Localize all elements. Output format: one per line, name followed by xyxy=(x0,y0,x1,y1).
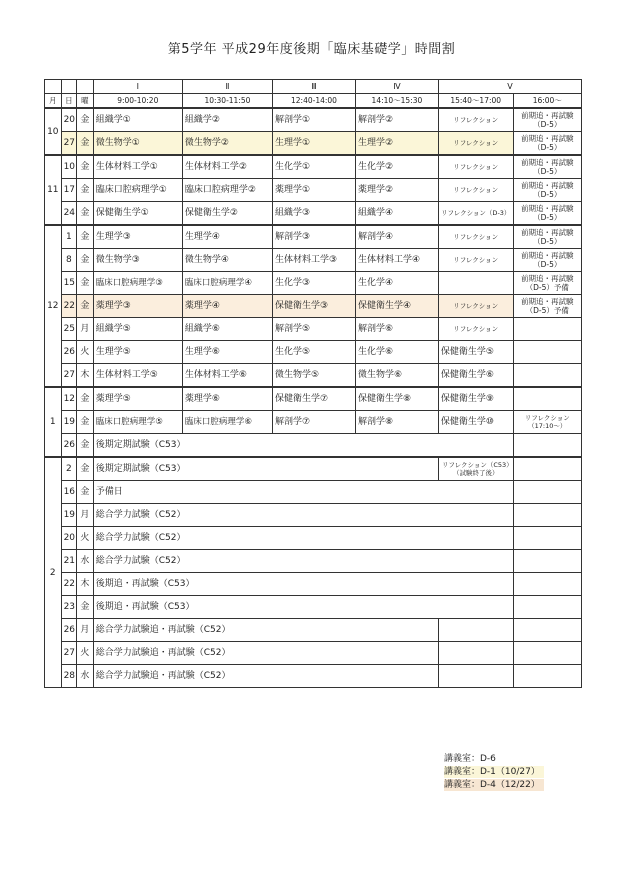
month-header: 月 xyxy=(45,94,62,109)
table-cell xyxy=(513,596,582,619)
table-cell: 生化学④ xyxy=(355,272,438,295)
table-row xyxy=(45,179,582,202)
table-cell: 木 xyxy=(77,364,94,388)
table-cell: 20 xyxy=(61,527,77,550)
table-cell xyxy=(438,619,513,642)
table-cell: 22 xyxy=(61,295,77,318)
weekday-header: 曜 xyxy=(77,94,94,109)
period-4: Ⅳ xyxy=(355,80,438,94)
table-cell: 生体材料工学② xyxy=(182,155,272,179)
table-cell: リフレクション xyxy=(438,108,513,132)
table-cell xyxy=(513,573,582,596)
table-row xyxy=(45,387,582,411)
table-cell: 薬理学③ xyxy=(93,295,182,318)
table-cell: 金 xyxy=(77,202,94,226)
table-cell: 生体材料工学③ xyxy=(273,249,356,272)
table-cell: 組織学② xyxy=(182,108,272,132)
table-row xyxy=(45,457,582,481)
table-cell: 19 xyxy=(61,504,77,527)
table-cell: リフレクション xyxy=(438,249,513,272)
time-3: 12:40-14:00 xyxy=(273,94,356,109)
table-cell: 組織学⑤ xyxy=(93,318,182,341)
table-cell: 生理学⑥ xyxy=(182,341,272,364)
table-cell: 火 xyxy=(77,527,94,550)
table-row xyxy=(45,481,582,504)
table-cell: 生化学⑥ xyxy=(355,341,438,364)
table-cell: 19 xyxy=(61,411,77,434)
table-cell: 月 xyxy=(77,504,94,527)
table-cell: 薬理学② xyxy=(355,179,438,202)
table-cell: 解剖学② xyxy=(355,108,438,132)
table-cell: 21 xyxy=(61,550,77,573)
table-cell: 薬理学⑥ xyxy=(182,387,272,411)
table-cell: 金 xyxy=(77,249,94,272)
table-cell xyxy=(513,642,582,665)
time-6: 16:00～ xyxy=(513,94,582,109)
table-cell: リフレクション xyxy=(438,318,513,341)
table-cell: 金 xyxy=(77,481,94,504)
table-cell: 金 xyxy=(77,457,94,481)
table-cell: 金 xyxy=(77,132,94,156)
table-cell xyxy=(513,457,582,481)
table-cell xyxy=(513,665,582,688)
month-cell: 1 xyxy=(45,387,62,457)
table-cell: 1 xyxy=(61,225,77,249)
table-cell: 臨床口腔病理学④ xyxy=(182,272,272,295)
table-cell: 前期追・再試験（D-5） xyxy=(513,132,582,156)
page-title: 第5学年 平成29年度後期「臨床基礎学」時間割 xyxy=(167,42,456,57)
table-cell xyxy=(438,642,513,665)
table-row xyxy=(45,596,582,619)
table-cell: 金 xyxy=(77,179,94,202)
table-cell: 前期追・再試験（D-5） xyxy=(513,225,582,249)
table-cell xyxy=(513,387,582,411)
table-row xyxy=(45,364,582,388)
table-cell: 生体材料工学⑤ xyxy=(93,364,182,388)
table-cell: 金 xyxy=(77,295,94,318)
table-cell: 生体材料工学⑥ xyxy=(182,364,272,388)
table-row xyxy=(45,665,582,688)
table-cell xyxy=(513,434,582,458)
table-cell: 水 xyxy=(77,665,94,688)
table-cell: 火 xyxy=(77,341,94,364)
table-row xyxy=(45,434,582,458)
table-cell: 総合学力試験（C52） xyxy=(93,550,513,573)
table-cell: 微生物学⑤ xyxy=(273,364,356,388)
table-cell: 解剖学⑦ xyxy=(273,411,356,434)
table-cell: リフレクション（17:10～） xyxy=(513,411,582,434)
table-cell: 10 xyxy=(61,155,77,179)
table-cell: 木 xyxy=(77,573,94,596)
period-2: Ⅱ xyxy=(182,80,272,94)
table-cell: 20 xyxy=(61,108,77,132)
table-cell: 生理学③ xyxy=(93,225,182,249)
table-cell: 28 xyxy=(61,665,77,688)
table-cell: 臨床口腔病理学⑤ xyxy=(93,411,182,434)
table-cell: 予備日 xyxy=(93,481,513,504)
table-cell: 組織学③ xyxy=(273,202,356,226)
table-cell: 15 xyxy=(61,272,77,295)
table-cell: 臨床口腔病理学② xyxy=(182,179,272,202)
table-cell: 保健衛生学⑧ xyxy=(355,387,438,411)
table-cell: 薬理学⑤ xyxy=(93,387,182,411)
time-4: 14:10～15:30 xyxy=(355,94,438,109)
table-row xyxy=(45,202,582,226)
table-cell xyxy=(513,318,582,341)
table-row xyxy=(45,527,582,550)
table-cell: 保健衛生学⑥ xyxy=(438,364,513,388)
timetable xyxy=(44,79,582,688)
table-cell: 月 xyxy=(77,318,94,341)
table-cell: 前期追・再試験（D-5）予備 xyxy=(513,272,582,295)
table-cell: 総合学力試験（C52） xyxy=(93,504,513,527)
table-cell: 組織学④ xyxy=(355,202,438,226)
table-cell: 生体材料工学④ xyxy=(355,249,438,272)
table-cell: 解剖学① xyxy=(273,108,356,132)
table-cell: 26 xyxy=(61,341,77,364)
table-cell: 24 xyxy=(61,202,77,226)
table-cell xyxy=(438,272,513,295)
legend-room-dec22: 講義室：D-4（12/22） xyxy=(444,779,544,791)
table-cell: 総合学力試験追・再試験（C52） xyxy=(93,619,438,642)
table-cell: 26 xyxy=(61,619,77,642)
table-cell: 保健衛生学② xyxy=(182,202,272,226)
table-cell: 生理学⑤ xyxy=(93,341,182,364)
day-header: 日 xyxy=(61,94,77,109)
table-cell: 保健衛生学① xyxy=(93,202,182,226)
table-cell: 微生物学④ xyxy=(182,249,272,272)
table-cell: 組織学⑥ xyxy=(182,318,272,341)
table-cell: 保健衛生学⑨ xyxy=(438,387,513,411)
table-cell: 27 xyxy=(61,364,77,388)
table-cell: リフレクション xyxy=(438,295,513,318)
table-cell: 薬理学④ xyxy=(182,295,272,318)
table-cell: 27 xyxy=(61,642,77,665)
table-cell: 生化学① xyxy=(273,155,356,179)
table-cell: リフレクション xyxy=(438,132,513,156)
table-cell: 金 xyxy=(77,272,94,295)
table-cell: 27 xyxy=(61,132,77,156)
table-cell: 後期定期試験（C53） xyxy=(93,457,438,481)
period-1: Ⅰ xyxy=(93,80,182,94)
table-cell: 保健衛生学⑦ xyxy=(273,387,356,411)
month-cell: 11 xyxy=(45,155,62,225)
table-cell: 臨床口腔病理学③ xyxy=(93,272,182,295)
period-3: Ⅲ xyxy=(273,80,356,94)
table-cell: 22 xyxy=(61,573,77,596)
table-cell xyxy=(438,665,513,688)
table-cell xyxy=(513,341,582,364)
table-cell: 生体材料工学① xyxy=(93,155,182,179)
table-cell: 解剖学⑤ xyxy=(273,318,356,341)
table-cell: リフレクション xyxy=(438,225,513,249)
table-row xyxy=(45,225,582,249)
month-cell: 10 xyxy=(45,108,62,155)
table-cell: 解剖学⑥ xyxy=(355,318,438,341)
table-cell: 前期追・再試験（D-5） xyxy=(513,202,582,226)
month-cell: 2 xyxy=(45,457,62,688)
table-row xyxy=(45,272,582,295)
table-row xyxy=(45,642,582,665)
table-cell xyxy=(513,504,582,527)
legend-room-oct27: 講義室：D-1（10/27） xyxy=(444,766,544,778)
period-header-row xyxy=(45,80,582,94)
time-2: 10:30-11:50 xyxy=(182,94,272,109)
table-cell: 生理学④ xyxy=(182,225,272,249)
table-cell: 8 xyxy=(61,249,77,272)
table-cell: 保健衛生学④ xyxy=(355,295,438,318)
table-cell: 後期定期試験（C53） xyxy=(93,434,513,458)
table-cell: 微生物学⑥ xyxy=(355,364,438,388)
table-cell: 生化学② xyxy=(355,155,438,179)
period-5: Ⅴ xyxy=(438,80,581,94)
table-cell: 生理学② xyxy=(355,132,438,156)
table-cell: 解剖学⑧ xyxy=(355,411,438,434)
table-cell: 金 xyxy=(77,596,94,619)
table-cell: 金 xyxy=(77,108,94,132)
table-cell xyxy=(513,619,582,642)
time-5: 15:40～17:00 xyxy=(438,94,513,109)
table-cell: 金 xyxy=(77,225,94,249)
table-cell: 金 xyxy=(77,411,94,434)
table-cell: 前期追・再試験（D-5） xyxy=(513,108,582,132)
table-cell: 総合学力試験（C52） xyxy=(93,527,513,550)
table-row xyxy=(45,318,582,341)
table-cell: 後期追・再試験（C53） xyxy=(93,573,513,596)
table-cell: 微生物学① xyxy=(93,132,182,156)
table-cell: 生化学⑤ xyxy=(273,341,356,364)
table-cell: 金 xyxy=(77,155,94,179)
table-row xyxy=(45,619,582,642)
table-cell: 金 xyxy=(77,387,94,411)
table-cell xyxy=(513,481,582,504)
table-cell: 総合学力試験追・再試験（C52） xyxy=(93,665,438,688)
table-cell: 微生物学② xyxy=(182,132,272,156)
table-row xyxy=(45,155,582,179)
table-cell: 16 xyxy=(61,481,77,504)
table-cell: 生化学③ xyxy=(273,272,356,295)
table-cell: 保健衛生学③ xyxy=(273,295,356,318)
table-cell: 前期追・再試験（D-5）予備 xyxy=(513,295,582,318)
table-cell: 微生物学③ xyxy=(93,249,182,272)
table-cell: 前期追・再試験（D-5） xyxy=(513,155,582,179)
table-cell: 12 xyxy=(61,387,77,411)
table-cell: リフレクション（D-3） xyxy=(438,202,513,226)
table-cell: 2 xyxy=(61,457,77,481)
table-row xyxy=(45,295,582,318)
table-row xyxy=(45,411,582,434)
table-cell: 前期追・再試験（D-5） xyxy=(513,179,582,202)
table-cell: 保健衛生学⑤ xyxy=(438,341,513,364)
table-cell: 解剖学④ xyxy=(355,225,438,249)
month-cell: 12 xyxy=(45,225,62,387)
table-row xyxy=(45,132,582,156)
table-cell: 総合学力試験追・再試験（C52） xyxy=(93,642,438,665)
table-cell: 前期追・再試験（D-5） xyxy=(513,249,582,272)
table-cell: 25 xyxy=(61,318,77,341)
table-cell: 水 xyxy=(77,550,94,573)
time-1: 9:00-10:20 xyxy=(93,94,182,109)
table-cell: 薬理学① xyxy=(273,179,356,202)
table-cell: 後期追・再試験（C53） xyxy=(93,596,513,619)
table-row xyxy=(45,108,582,132)
table-row xyxy=(45,573,582,596)
table-row xyxy=(45,550,582,573)
legend-room-default: 講義室：D-6 xyxy=(444,754,496,764)
table-cell: 生理学① xyxy=(273,132,356,156)
table-cell: リフレクション xyxy=(438,179,513,202)
table-cell: 組織学① xyxy=(93,108,182,132)
table-cell xyxy=(513,550,582,573)
table-cell: リフレクション xyxy=(438,155,513,179)
table-cell: 保健衛生学⑩ xyxy=(438,411,513,434)
table-row xyxy=(45,504,582,527)
table-cell: 解剖学③ xyxy=(273,225,356,249)
table-cell: 26 xyxy=(61,434,77,458)
table-cell: 臨床口腔病理学⑥ xyxy=(182,411,272,434)
column-header-row xyxy=(45,94,582,109)
table-cell xyxy=(513,364,582,388)
table-cell: 17 xyxy=(61,179,77,202)
table-row xyxy=(45,341,582,364)
table-cell: 臨床口腔病理学① xyxy=(93,179,182,202)
table-cell: 23 xyxy=(61,596,77,619)
table-cell: 火 xyxy=(77,642,94,665)
table-cell: 月 xyxy=(77,619,94,642)
table-cell: リフレクション（C53）（試験終了後） xyxy=(438,457,513,481)
table-row xyxy=(45,249,582,272)
table-cell: 金 xyxy=(77,434,94,458)
table-cell xyxy=(513,527,582,550)
